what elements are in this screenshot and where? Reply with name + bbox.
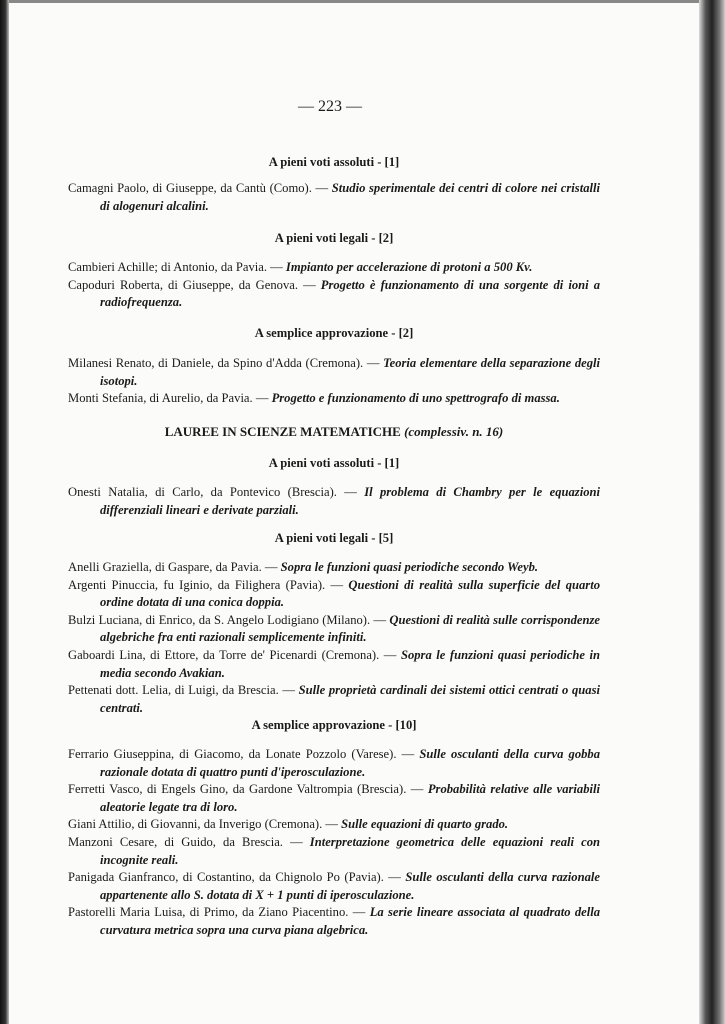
thesis-entry [68,259,600,277]
entry-title: Sulle osculanti della curva razionale appartenente allo S. dotata di X + 1 punti di iperosculazione. [100,870,600,902]
entry-author: Bulzi Luciana, di Enrico, da S. Angelo Lodigiano (Milano). — [68,612,387,627]
entry-author: Monti Stefania, di Aurelio, da Pavia. — [68,391,269,406]
entry-list [68,559,600,717]
section-heading: A pieni voti legali - [2] [274,231,394,245]
thesis-entry [68,781,600,816]
entry-author: Pastorelli Maria Luisa, di Primo, da Ziano Piacentino. — [68,905,366,920]
faculty-heading [68,424,600,440]
scan-right-edge [699,0,725,1024]
thesis-entry [68,484,600,519]
entry-author: Ferretti Vasco, di Engels Gino, da Gardone Valtrompia (Brescia). — [68,782,424,797]
entry-author: Argenti Pinuccia, fu Iginio, da Filighera (Pavia). — [68,577,344,592]
page-number: — 223 — [298,98,362,115]
entry-author: Onesti Natalia, di Carlo, da Pontevico (Brescia). — [68,485,357,499]
entry-list [68,180,600,215]
entry-title: Progetto e funzionamento di uno spettrografo di massa. [271,391,560,406]
thesis-entry [68,904,600,939]
thesis-entry [68,577,600,612]
entry-list [68,259,600,312]
thesis-entry [68,180,600,215]
entry-author: Panigada Gianfranco, di Costantino, da Chignolo Po (Pavia). — [68,870,401,885]
section-heading: A pieni voti assoluti - [1] [268,155,400,169]
thesis-entry [68,559,600,577]
thesis-entry [68,277,600,312]
entry-author: Giani Attilio, di Giovanni, da Inverigo (Cremona). — [68,817,339,832]
thesis-entry [68,834,600,869]
entry-title: Studio sperimentale dei centri di colore nei cristalli di alogenuri alcalini. [100,181,600,213]
thesis-entry [68,390,600,408]
scan-left-edge [0,0,9,1024]
entry-title: Teoria elementare della separazione degli isotopi. [100,356,600,388]
entry-list [68,355,600,408]
entry-list [68,484,600,519]
section-heading: A semplice approvazione - [10] [251,718,417,732]
entry-title: Sulle osculanti della curva gobba razionale dotata di quattro punti d'iperosculazione. [100,747,601,779]
section-heading: A pieni voti legali - [5] [274,531,394,545]
thesis-entry [68,816,600,834]
entry-author: Capoduri Roberta, di Giuseppe, da Genova. — [68,277,316,292]
faculty-count: (complessiv. n. 16) [404,424,504,439]
entry-title: Questioni di realità sulla superficie del quarto ordine dotata di una conica doppia. [100,577,600,610]
entry-author: Cambieri Achille; di Antonio, da Pavia. — [68,260,283,274]
entry-title: Impianto per accelerazione di protoni a 500 Kv. [285,260,533,274]
thesis-entry [68,612,600,647]
entry-author: Milanesi Renato, di Daniele, da Spino d'Adda (Cremona). — [68,356,380,370]
section-heading: A pieni voti assoluti - [1] [268,456,400,470]
entry-title: Sopra le funzioni quasi periodiche secondo Weyb. [280,560,539,574]
thesis-entry [68,647,600,682]
thesis-entry [68,682,600,717]
entry-title: Il problema di Chambry per le equazioni differenziali lineari e derivate parziali. [100,485,600,517]
thesis-entry [68,355,600,390]
entry-author: Ferrario Giuseppina, di Giacomo, da Lonate Pozzolo (Varese). — [68,747,415,761]
faculty-title: LAUREE IN SCIENZE MATEMATICHE [164,424,401,439]
entry-author: Pettenati dott. Lelia, di Luigi, da Brescia. — [68,683,295,698]
entry-author: Anelli Graziella, di Gaspare, da Pavia. — [68,560,278,574]
section-heading: A semplice approvazione - [2] [254,326,414,340]
entry-author: Manzoni Cesare, di Guido, da Brescia. — [68,834,303,849]
entry-title: La serie lineare associata al quadrato della curvatura metrica sopra una curva piana algebrica. [100,905,601,937]
entry-title: Probabilità relative alle variabili aleatorie legate tra di loro. [100,782,600,814]
entry-list [68,746,600,940]
entry-title: Sulle proprietà cardinali dei sistemi ottici centrati o quasi centrati. [100,683,601,715]
entry-title: Sopra le funzioni quasi periodiche in media secondo Avakian. [100,647,600,680]
thesis-entry [68,869,600,904]
entry-author: Camagni Paolo, di Giuseppe, da Cantù (Como). — [68,181,329,195]
entry-title: Sulle equazioni di quarto grado. [341,817,509,832]
entry-title: Questioni di realità sulle corrispondenze algebriche fra enti razionali semplicemente infiniti. [100,612,601,645]
thesis-entry [68,746,600,781]
scan-top-edge [9,0,699,3]
entry-author: Gaboardi Lina, di Ettore, da Torre de' Picenardi (Cremona). — [68,647,397,662]
entry-title: Interpretazione geometrica delle equazioni reali con incognite reali. [100,834,601,867]
entry-title: Progetto è funzionamento di una sorgente di ioni a radiofrequenza. [100,277,601,310]
